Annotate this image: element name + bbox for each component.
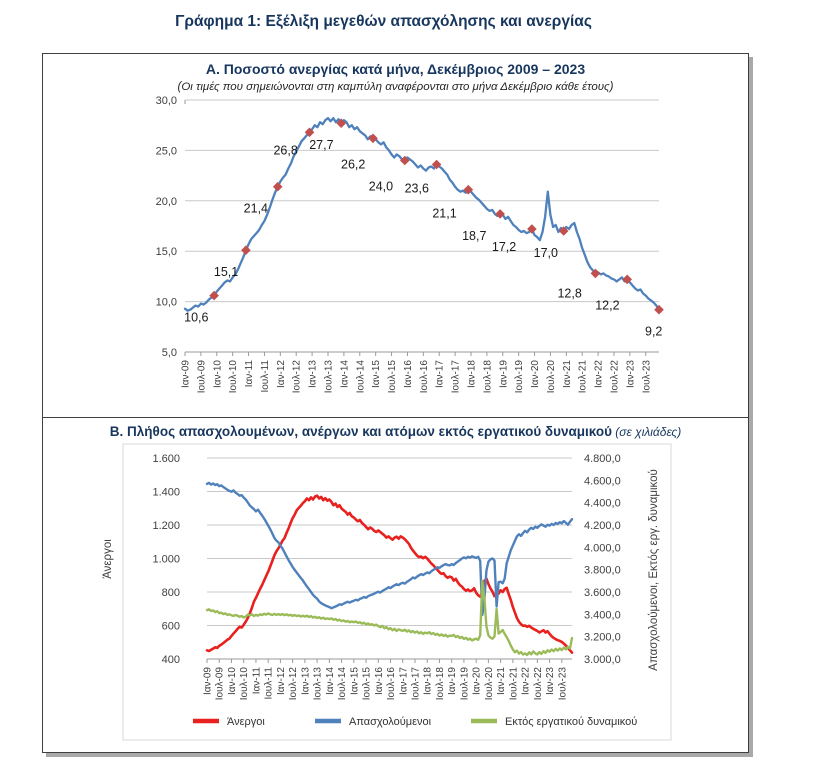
svg-text:5,0: 5,0 [161,347,177,359]
svg-text:Ιαν-10: Ιαν-10 [212,360,224,389]
svg-text:Ιαν-22: Ιαν-22 [520,667,532,696]
svg-text:Ιουλ-12: Ιουλ-12 [291,360,303,394]
svg-text:Ιαν-21: Ιαν-21 [561,360,573,389]
svg-text:Ιουλ-16: Ιουλ-16 [418,360,430,394]
svg-text:Ιαν-14: Ιαν-14 [339,360,351,389]
chart-a-heading: Α. Ποσοστό ανεργίας κατά μήνα, Δεκέμβριος 2009 – 2023 [205,61,586,77]
svg-text:4.800,0: 4.800,0 [584,453,621,465]
svg-text:Ιουλ-21: Ιουλ-21 [508,667,520,701]
svg-text:Ιαν-16: Ιαν-16 [402,360,414,389]
svg-text:17,0: 17,0 [533,246,559,261]
svg-text:Ιουλ-15: Ιουλ-15 [361,667,373,701]
svg-text:Ιουλ-09: Ιουλ-09 [196,360,208,394]
svg-text:400: 400 [161,654,180,666]
svg-text:27,7: 27,7 [309,138,334,153]
svg-text:12,2: 12,2 [595,298,620,313]
svg-text:12,8: 12,8 [557,286,582,301]
svg-text:Ιουλ-18: Ιουλ-18 [434,667,446,701]
svg-text:Απασχολούμενοι: Απασχολούμενοι [349,716,432,728]
svg-text:Ιαν-23: Ιαν-23 [625,360,637,389]
svg-text:Ιαν-15: Ιαν-15 [371,360,383,389]
svg-text:Ιουλ-19: Ιουλ-19 [459,667,471,701]
svg-text:26,2: 26,2 [341,157,366,172]
svg-text:Ιουλ-17: Ιουλ-17 [410,667,422,701]
svg-text:Ιουλ-20: Ιουλ-20 [483,667,495,701]
svg-text:9,2: 9,2 [645,324,663,339]
svg-text:3.800,0: 3.800,0 [584,564,621,577]
svg-text:3.000,0: 3.000,0 [584,654,621,666]
svg-text:Ιαν-18: Ιαν-18 [466,360,478,389]
svg-text:Ιαν-17: Ιαν-17 [398,667,410,696]
svg-text:Ιαν-20: Ιαν-20 [471,667,483,696]
svg-text:Ιουλ-11: Ιουλ-11 [259,360,271,393]
svg-text:Ιαν-11: Ιαν-11 [244,360,256,388]
chart-a-canvas [43,54,749,416]
svg-text:Ιουλ-12: Ιουλ-12 [288,667,300,701]
svg-text:21,1: 21,1 [432,206,457,221]
svg-text:Ιουλ-09: Ιουλ-09 [214,667,226,701]
svg-text:10,6: 10,6 [184,310,209,325]
svg-text:Ιαν-10: Ιαν-10 [226,667,238,696]
svg-text:4.600,0: 4.600,0 [584,475,621,488]
svg-text:Ιαν-22: Ιαν-22 [593,360,605,389]
svg-text:1.400: 1.400 [152,486,180,499]
svg-text:25,0: 25,0 [155,145,177,158]
svg-text:21,4: 21,4 [243,201,269,216]
svg-text:1.000: 1.000 [152,553,180,566]
svg-text:10,0: 10,0 [155,296,177,309]
svg-text:Ιουλ-11: Ιουλ-11 [263,667,275,700]
svg-text:600: 600 [161,620,180,633]
chart-b-panel [43,418,748,748]
svg-text:Ιαν-09: Ιαν-09 [202,667,214,696]
svg-text:3.400,0: 3.400,0 [584,609,621,622]
svg-text:Ιουλ-22: Ιουλ-22 [609,360,621,394]
svg-text:Ιουλ-15: Ιουλ-15 [387,360,399,394]
svg-text:Ιαν-18: Ιαν-18 [422,667,434,696]
svg-text:Ιαν-09: Ιαν-09 [180,360,192,389]
svg-text:3.600,0: 3.600,0 [584,587,621,599]
chart-a-panel [43,54,748,418]
page-title: Γράφημα 1: Εξέλιξη μεγεθών απασχόλησης και ανεργίας [175,13,592,30]
svg-text:Ιαν-19: Ιαν-19 [447,667,459,696]
svg-text:Ιαν-14: Ιαν-14 [324,667,336,696]
svg-text:4.000,0: 4.000,0 [584,542,621,555]
chart-b-heading-text: Β. Πλήθος απασχολουμένων, ανέργων και ατόμων εκτός εργατικού δυναμικού [109,424,612,439]
svg-text:Ιουλ-23: Ιουλ-23 [557,667,569,701]
chart-b-canvas [43,418,749,748]
svg-text:Ιαν-13: Ιαν-13 [300,667,312,696]
svg-text:Ιουλ-18: Ιουλ-18 [482,360,494,394]
svg-text:1.600: 1.600 [152,453,180,465]
svg-text:15,0: 15,0 [155,246,177,259]
svg-text:Ιουλ-14: Ιουλ-14 [355,360,367,394]
svg-text:30,0: 30,0 [155,95,177,107]
svg-text:Απασχολούμενοι, Εκτός εργ. δυν: Απασχολούμενοι, Εκτός εργ. δυναμικού [648,469,660,671]
svg-text:Ιουλ-19: Ιουλ-19 [514,360,526,394]
svg-text:Ιαν-15: Ιαν-15 [349,667,361,696]
svg-text:Ιαν-23: Ιαν-23 [545,667,557,696]
svg-text:Ιουλ-10: Ιουλ-10 [228,360,240,394]
svg-text:Ιουλ-16: Ιουλ-16 [386,667,398,701]
svg-text:3.200,0: 3.200,0 [584,631,621,644]
svg-text:1.200: 1.200 [152,520,180,532]
svg-text:20,0: 20,0 [155,195,177,208]
svg-text:Ιουλ-13: Ιουλ-13 [323,360,335,394]
svg-text:Ιουλ-10: Ιουλ-10 [239,667,251,701]
svg-text:Ιουλ-23: Ιουλ-23 [641,360,653,394]
svg-text:Ιαν-16: Ιαν-16 [373,667,385,696]
svg-text:26,8: 26,8 [273,143,298,158]
svg-text:Ιαν-12: Ιαν-12 [275,667,287,696]
svg-text:Ιουλ-21: Ιουλ-21 [577,360,589,394]
svg-text:Ιαν-17: Ιαν-17 [434,360,446,389]
chart-a-subtitle: (Οι τιμές που σημειώνονται στη καμπύλη αναφέρονται στο μήνα Δεκέμβριο κάθε έτους) [177,81,614,93]
svg-text:800: 800 [161,587,180,599]
svg-text:Άνεργοι: Άνεργοι [102,539,114,579]
svg-text:Άνεργοι: Άνεργοι [227,716,265,728]
charts-frame [42,53,749,753]
svg-text:24,0: 24,0 [368,179,394,194]
svg-text:Ιουλ-22: Ιουλ-22 [532,667,544,701]
svg-text:Ιουλ-14: Ιουλ-14 [337,667,349,701]
svg-text:Ιαν-12: Ιαν-12 [275,360,287,389]
svg-text:17,2: 17,2 [491,240,517,255]
chart-b-heading-note: (σε χιλιάδες) [611,425,682,439]
svg-text:15,1: 15,1 [213,265,239,280]
svg-text:Ιουλ-13: Ιουλ-13 [312,667,324,701]
svg-text:4.200,0: 4.200,0 [584,520,621,532]
svg-text:Ιαν-21: Ιαν-21 [496,667,508,696]
svg-text:Ιαν-20: Ιαν-20 [530,360,542,389]
svg-text:Εκτός εργατικού δυναμικού: Εκτός εργατικού δυναμικού [505,716,638,728]
svg-text:Ιαν-19: Ιαν-19 [498,360,510,389]
svg-text:Ιαν-13: Ιαν-13 [307,360,319,389]
svg-text:Ιουλ-20: Ιουλ-20 [545,360,557,394]
svg-text:18,7: 18,7 [462,228,487,243]
svg-text:4.400,0: 4.400,0 [584,497,621,510]
svg-text:23,6: 23,6 [404,181,429,196]
svg-text:Ιουλ-17: Ιουλ-17 [450,360,462,394]
svg-text:Ιαν-11: Ιαν-11 [251,667,263,695]
